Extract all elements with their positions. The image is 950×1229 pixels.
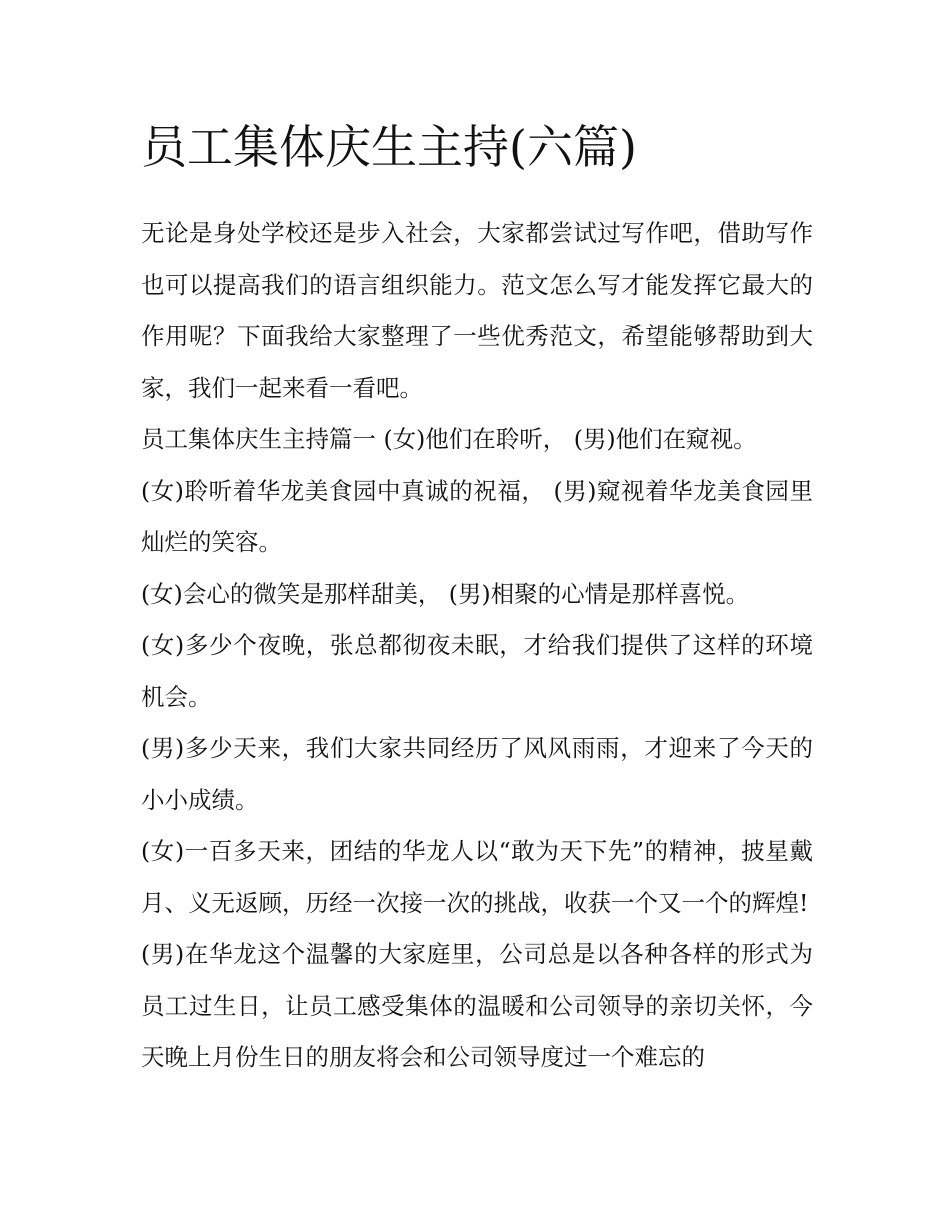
document-title: 员工集体庆生主持(六篇): [141, 120, 637, 174]
paragraph-section-heading: 员工集体庆生主持篇一 (女)他们在聆听， (男)他们在窥视。: [141, 425, 757, 453]
paragraph: (女)会心的微笑是那样甜美， (男)相聚的心情是那样喜悦。: [141, 579, 750, 608]
document-page: [141, 112, 813, 1084]
paragraph: (女)一百多天来，团结的华龙人以“敢为天下先”的精神，披星戴月、义无返顾，历经一次接一次的挑战，收获一个又一个的辉煌!: [141, 837, 813, 917]
paragraph: (男)多少天来，我们大家共同经历了风风雨雨，才迎来了今天的小小成绩。: [141, 734, 813, 814]
paragraph: (男)在华龙这个温馨的大家庭里，公司总是以各种各样的形式为员工过生日，让员工感受集体的温暖和公司领导的亲切关怀，今天晚上月份生日的朋友将会和公司领导度过一个难忘的: [141, 940, 813, 1071]
paragraph-intro: 无论是身处学校还是步入社会，大家都尝试过写作吧，借助写作也可以提高我们的语言组织能力。范文怎么写才能发挥它最大的作用呢？下面我给大家整理了一些优秀范文，希望能够帮助到大家，我们一起来看一看吧。: [141, 219, 813, 402]
paragraph: (女)多少个夜晚，张总都彻夜未眠，才给我们提供了这样的环境机会。: [141, 631, 813, 711]
paragraph: (女)聆听着华龙美食园中真诚的祝福， (男)窥视着华龙美食园里灿烂的笑容。: [141, 476, 813, 556]
